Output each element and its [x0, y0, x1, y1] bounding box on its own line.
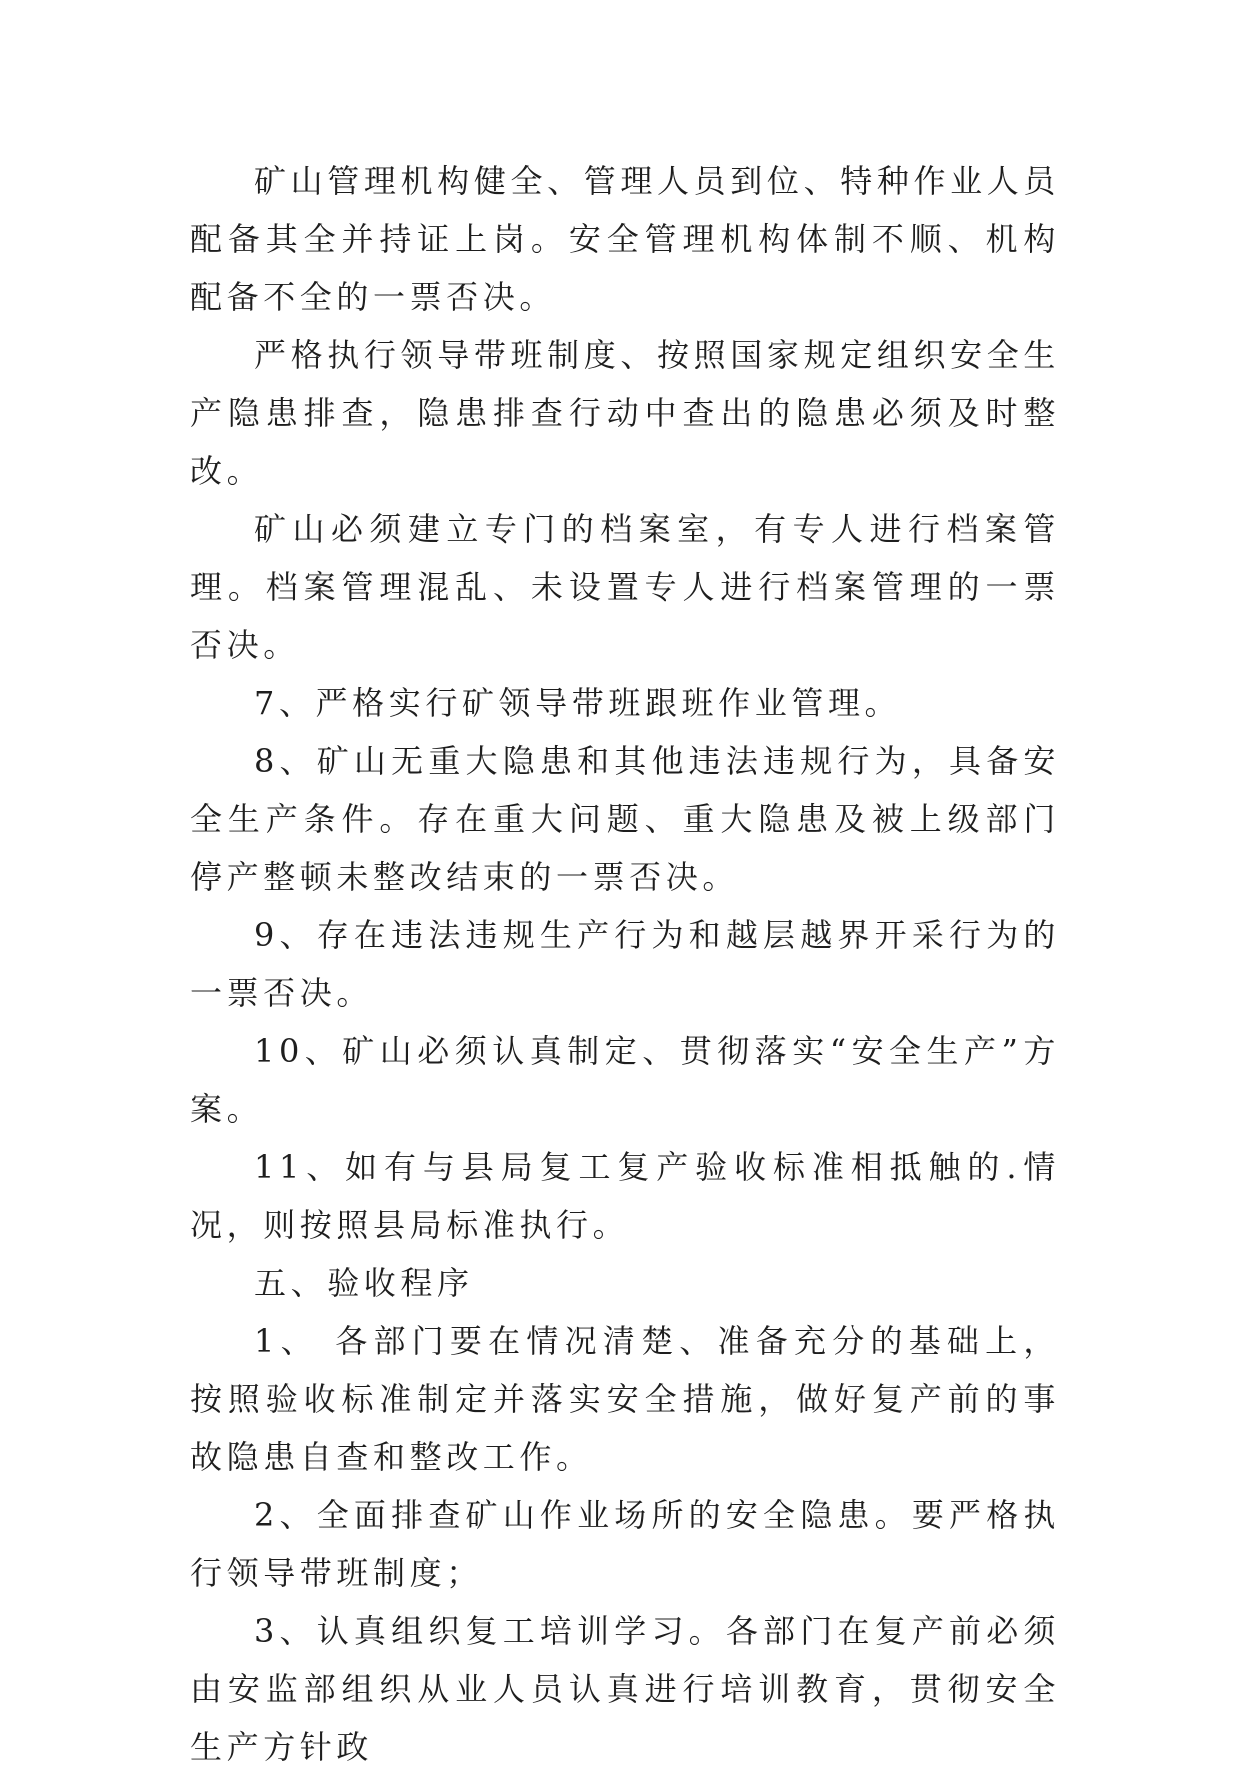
- document-body: [190, 152, 1060, 1776]
- paragraph-archive-room: 矿山必须建立专门的档案室，有专人进行档案管理。档案管理混乱、未设置专人进行档案管理的一票否决。: [190, 510, 1060, 664]
- procedure-step-1: 1、 各部门要在情况清楚、准备充分的基础上，按照验收标准制定并落实安全措施，做好复产前的事故隐患自查和整改工作。: [190, 1322, 1060, 1476]
- procedure-step-2: 2、全面排查矿山作业场所的安全隐患。要严格执行领导带班制度；: [190, 1496, 1060, 1592]
- paragraph-item-7: 7、严格实行矿领导带班跟班作业管理。: [254, 684, 902, 722]
- paragraph-item-10: 10、矿山必须认真制定、贯彻落实“安全生产”方案。: [190, 1032, 1060, 1128]
- paragraph-item-8: 8、矿山无重大隐患和其他违法违规行为，具备安全生产条件。存在重大问题、重大隐患及被上级部门停产整顿未整改结束的一票否决。: [190, 742, 1060, 896]
- paragraph-management-structure: 矿山管理机构健全、管理人员到位、特种作业人员配备其全并持证上岗。安全管理机构体制不顺、机构配备不全的一票否决。: [190, 162, 1060, 316]
- paragraph-item-11: 11、如有与县局复工复产验收标准相抵触的.情况，则按照县局标准执行。: [190, 1148, 1060, 1244]
- paragraph-item-9: 9、存在违法违规生产行为和越层越界开采行为的一票否决。: [190, 916, 1060, 1012]
- section-heading-acceptance-procedure: 五、验收程序: [254, 1264, 474, 1302]
- procedure-step-3: 3、认真组织复工培训学习。各部门在复产前必须由安监部组织从业人员认真进行培训教育，贯彻安全生产方针政: [190, 1612, 1060, 1766]
- paragraph-leader-shift-inspection: 严格执行领导带班制度、按照国家规定组织安全生产隐患排查，隐患排查行动中查出的隐患必须及时整改。: [190, 336, 1060, 490]
